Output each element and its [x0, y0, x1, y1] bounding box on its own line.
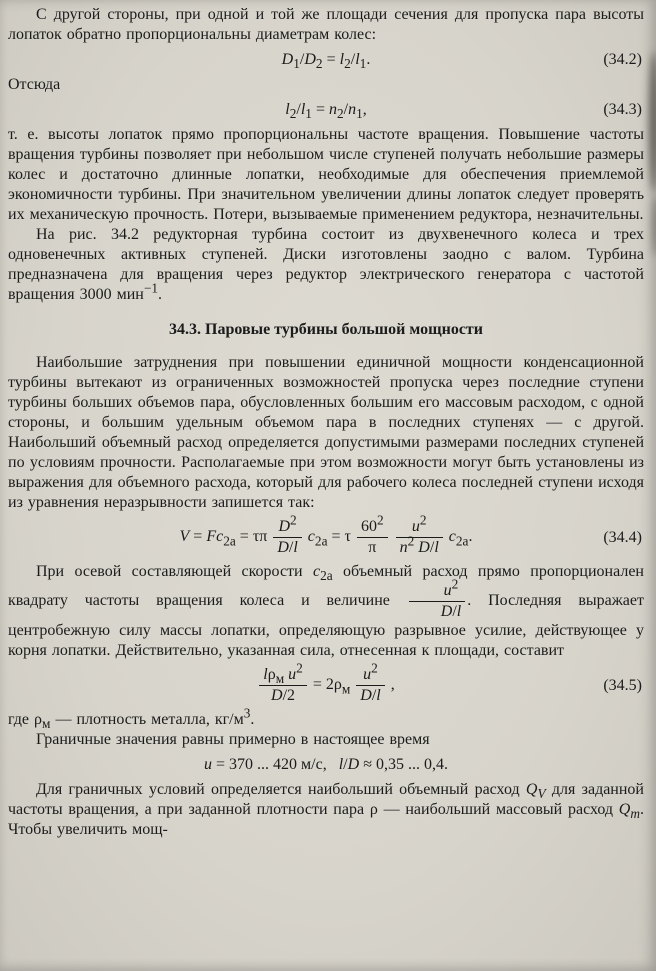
paragraph-gde-rho: где $\rho_м$ — плотность металла, $кг/м^3$. — [8, 705, 255, 732]
formula-limits — [8, 750, 644, 780]
formula-34-4-expression: $V = Fc_{2a} = \tau\pi$ $\frac{D^2}{D/l}$ $c_{2a} = \tau$ $\frac{60^2}{\pi}$ $\frac{u^2}{n^2 D/l}$ $c_{2a}$. — [179, 512, 473, 556]
formula-34-3 — [8, 95, 644, 125]
formula-34-4-number: (34.4) — [603, 528, 642, 546]
paragraph-intro: С другой стороны, при одной и той же площади сечения для пропуска пара высоты лопаток обратно пропорциональны диаметрам колес: — [8, 6, 644, 43]
formula-34-3-number: (34.3) — [603, 101, 642, 118]
paragraph-pri-osevoy: При осевой составляющей скорости $c_{2a}$ объемный расход прямо пропорционален квадрату частоты вращения колеса и величине $\frac{u^2}{D/l}$ . Последняя выражает центробежную силу массы лопатки, определяющую разрывное усилие, действующее у корня лопатки. Действительно, указанная сила, отнесенная к площади, составит — [8, 563, 645, 659]
formula-34-5-expression: $\frac{l\rho_м u^2}{D/2}$ = $2\rho_м$ $\frac{u^2}{D/l}$ , — [257, 666, 394, 705]
formula-34-5 — [8, 661, 644, 710]
paragraph-otsyuda: Отсюда — [8, 76, 61, 93]
formula-34-3-expression: $l_2/l_1 = n_2/n_1$, — [285, 101, 367, 122]
formula-34-2-number: (34.2) — [603, 51, 642, 68]
formula-34-5-number: (34.5) — [603, 676, 642, 694]
formula-34-2 — [8, 45, 644, 75]
formula-34-4 — [8, 513, 644, 562]
paragraph-naibolshie: Наибольшие затруднения при повышении единичной мощности конденсационной турбины вытекают из ограниченных возможностей пропуска через последние ступени турбины больших объемов пара, обусловленных большим его массовым расходом, с одной стороны, и большим удельным объемом пара в последних ступенях — с другой. Наибольший объемный расход определяется допустимыми размерами последних ступеней по условиям прочности. Располагаемые при этом возможности могут быть установлены из выражения для объемного расхода, который для рабочего колеса последней ступени исходя из уравнения неразрывности запишется так: — [8, 354, 644, 511]
section-heading: 34.3. Паровые турбины большой мощности — [169, 321, 483, 338]
formula-limits-expression: u = 370 ... 420 м/с, l/D ≈ 0,35 ... 0,4. — [204, 756, 448, 773]
formula-34-2-expression: $D_1/D_2 = l_2/l_1$. — [281, 51, 371, 72]
paragraph-dlya-granichnykh: Для граничных условий определяется наибольший объемный расход $Q_V$ для заданной частоты вращения, а при заданной плотности пара ρ — наибольший массовый расход $Q_m$. Чтобы увеличить мощ- — [8, 781, 644, 838]
paragraph-na-ris: На рис. 34.2 редукторная турбина состоит из двухвенечного колеса и трех одновенечных активных ступеней. Диски изготовлены заодно с валом. Турбина предназначена для вращения через редуктор электрического генератора с частотой вращения 3000 мин$^{-1}$. — [8, 226, 644, 303]
scan-artifact — [649, 52, 656, 192]
paragraph-granichnye: Граничные значения равны примерно в настоящее время — [36, 731, 430, 748]
paragraph-te-vysoty: т. е. высоты лопаток прямо пропорциональны частоте вращения. Повышение частоты вращения турбины позволяет при небольшом числе ступеней получать небольшие размеры колес и достаточно длинные лопатки, необходимые для обеспечения приемлемой экономичности турбины. При значительном увеличении длины лопаток следует проверять их механическую прочность. Потери, вызываемые применением редуктора, незначительны. — [8, 126, 644, 223]
scan-artifact — [652, 196, 656, 256]
